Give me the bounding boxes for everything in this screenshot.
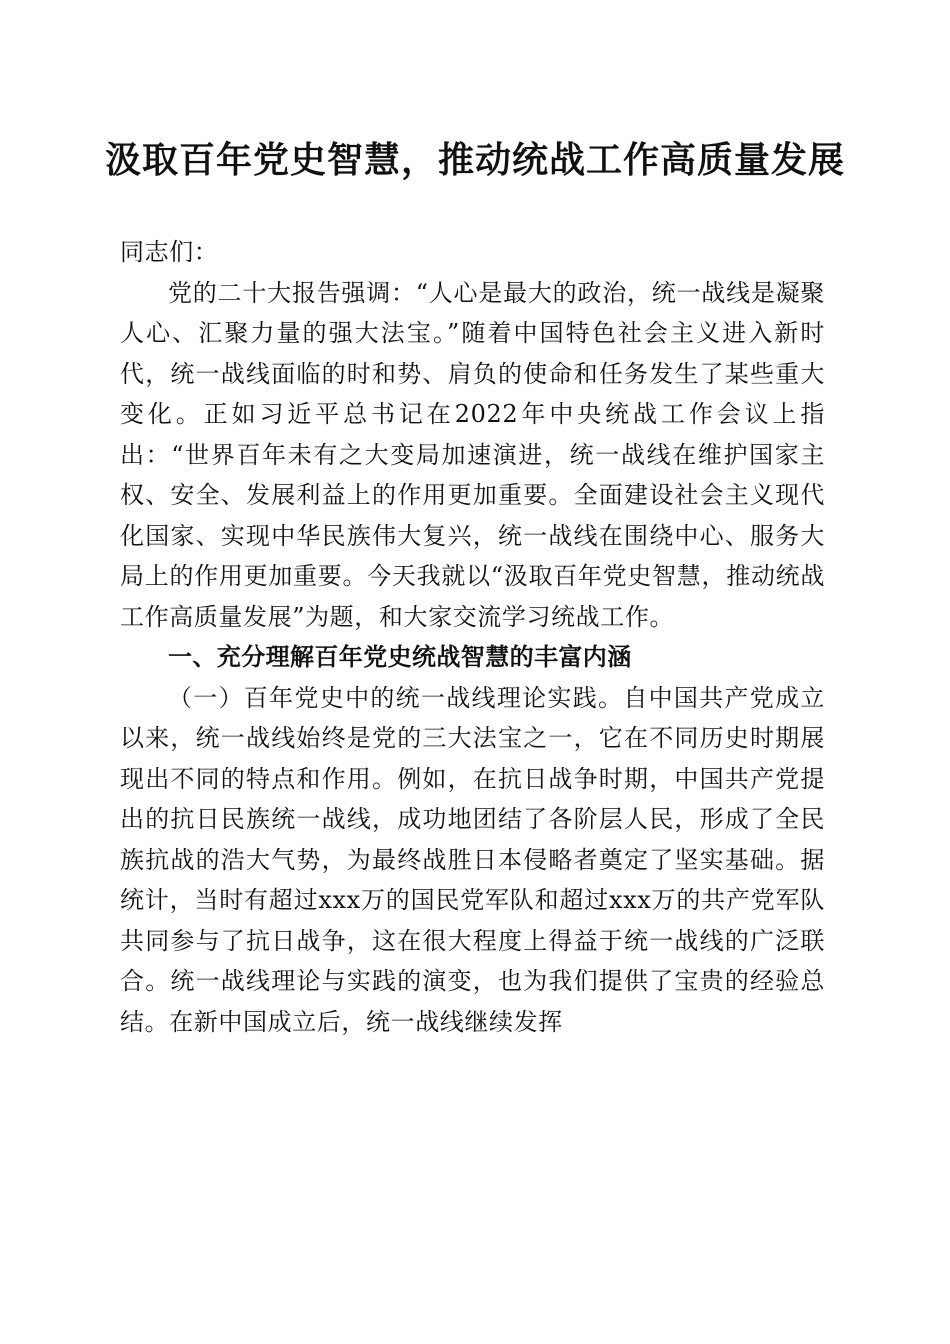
subsection-paragraph: （一）百年党史中的统一战线理论实践。自中国共产党成立以来，统一战线始终是党的三大法宝之一，它在不同历史时期展现出不同的特点和作用。例如，在抗日战争时期，中国共产党提出的抗日民族统一战线，成功地团结了各阶层人民，形成了全民族抗战的浩大气势，为最终战胜日本侵略者奠定了坚实基础。据统计，当时有超过xxx万的国民党军队和超过xxx万的共产党军队共同参与了抗日战争，这在很大程度上得益于统一战线的广泛联合。统一战线理论与实践的演变，也为我们提供了宝贵的经验总结。在新中国成立后，统一战线继续发挥	[120, 683, 825, 1036]
section-heading: 一、充分理解百年党史统战智慧的丰富内涵	[168, 643, 632, 671]
salutation: 同志们：	[120, 238, 219, 266]
intro-paragraph: 党的二十大报告强调：“人心是最大的政治，统一战线是凝聚人心、汇聚力量的强大法宝。”随着中国特色社会主义进入新时代，统一战线面临的时和势、肩负的使命和任务发生了某些重大变化。正如习近平总书记在2022年中央统战工作会议上指出：“世界百年未有之大变局加速演进，统一战线在维护国家主权、安全、发展利益上的作用更加重要。全面建设社会主义现代化国家、实现中华民族伟大复兴，统一战线在围绕中心、服务大局上的作用更加重要。今天我就以“汲取百年党史智慧，推动统战工作高质量发展”为题，和大家交流学习统战工作。	[120, 278, 825, 631]
document-body	[120, 232, 825, 1042]
document-title: 汲取百年党史智慧，推动统战工作高质量发展	[104, 139, 845, 181]
